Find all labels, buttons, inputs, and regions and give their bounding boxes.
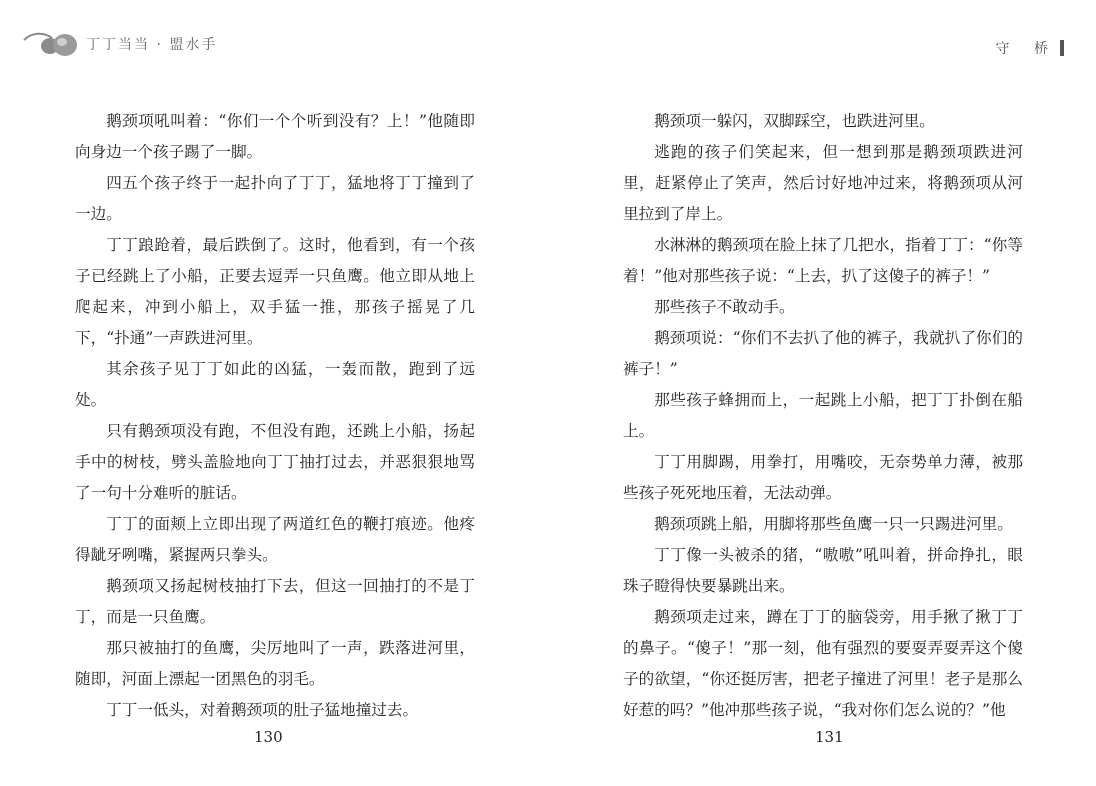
paragraph: 那些孩子不敢动手。 <box>654 298 795 316</box>
paragraph: 水淋淋的鹅颈项在脸上抹了几把水，指着丁丁：“你等着！”他对那些孩子说：“上去，扒了这傻子的裤子！” <box>623 236 1023 285</box>
paragraph: 鹅颈项走过来，蹲在丁丁的脑袋旁，用手揪了揪丁丁的鼻子。“傻子！”那一刻，他有强烈的要耍弄耍弄这个傻子的欲望，“你还挺厉害，把老子撞进了河里！老子是那么好惹的吗？”他冲那些孩子说，“我对你们怎么说的？”他 <box>623 608 1023 719</box>
paragraph: 丁丁踉跄着，最后跌倒了。这时，他看到，有一个孩子已经跳上了小船，正要去逗弄一只鱼鹰。他立即从地上爬起来，冲到小船上，双手猛一推，那孩子摇晃了几下，“扑通”一声跌进河里。 <box>75 236 475 347</box>
page-number-left: 130 <box>254 728 283 746</box>
left-page-text <box>75 106 475 726</box>
paragraph: 丁丁的面颊上立即出现了两道红色的鞭打痕迹。他疼得龇牙咧嘴，紧握两只拳头。 <box>75 515 475 564</box>
paragraph: 那些孩子蜂拥而上，一起跳上小船，把丁丁扑倒在船上。 <box>623 391 1023 440</box>
right-page-text <box>623 106 1023 726</box>
paragraph: 丁丁用脚踢，用拳打，用嘴咬，无奈势单力薄，被那些孩子死死地压着，无法动弹。 <box>623 453 1023 502</box>
paragraph: 鹅颈项吼叫着：“你们一个个听到没有？上！”他随即向身边一个孩子踢了一脚。 <box>75 112 475 161</box>
header-left <box>22 26 217 62</box>
paragraph: 其余孩子见丁丁如此的凶猛，一轰而散，跑到了远处。 <box>75 360 475 409</box>
paragraph: 逃跑的孩子们笑起来，但一想到那是鹅颈项跌进河里，赶紧停止了笑声，然后讨好地冲过来，将鹅颈项从河里拉到了岸上。 <box>623 143 1023 223</box>
paragraph: 鹅颈项又扬起树枝抽打下去，但这一回抽打的不是丁丁，而是一只鱼鹰。 <box>75 577 475 626</box>
paragraph: 丁丁像一头被杀的猪，“嗷嗷”吼叫着，拼命挣扎，眼珠子瞪得快要暴跳出来。 <box>623 546 1023 595</box>
book-title: 丁丁当当 · 盟水手 <box>86 37 218 53</box>
header-right <box>996 38 1064 58</box>
paragraph: 四五个孩子终于一起扑向了丁丁，猛地将丁丁撞到了一边。 <box>75 174 475 223</box>
paragraph: 只有鹅颈项没有跑，不但没有跑，还跳上小船，扬起手中的树枝，劈头盖脸地向丁丁抽打过去，并恶狠狠地骂了一句十分难听的脏话。 <box>75 422 475 502</box>
page-number-right: 131 <box>815 728 844 746</box>
paragraph: 丁丁一低头，对着鹅颈项的肚子猛地撞过去。 <box>106 701 419 719</box>
paragraph: 鹅颈项跳上船，用脚将那些鱼鹰一只一只踢进河里。 <box>654 515 1013 533</box>
paragraph: 鹅颈项一躲闪，双脚踩空，也跌进河里。 <box>654 112 935 130</box>
chapter-title: 守 桥 <box>995 41 1058 57</box>
gourd-logo-icon <box>22 26 80 62</box>
paragraph: 那只被抽打的鱼鹰，尖厉地叫了一声，跌落进河里，随即，河面上漂起一团黑色的羽毛。 <box>75 639 475 688</box>
paragraph: 鹅颈项说：“你们不去扒了他的裤子，我就扒了你们的裤子！” <box>623 329 1023 378</box>
chapter-marker <box>1060 40 1064 56</box>
